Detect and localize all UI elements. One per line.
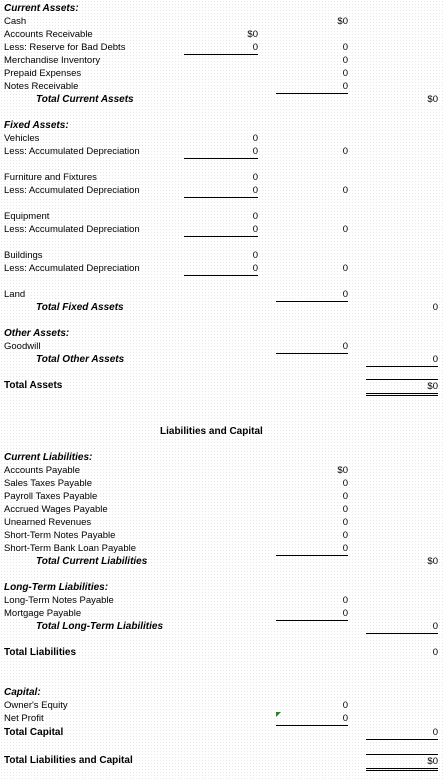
row-accrued-wages-payable	[0, 503, 445, 516]
cell-mortgage-payable-c2[interactable]: 0	[276, 607, 348, 621]
row-liabilities-and-capital	[0, 425, 445, 438]
cell-vehicles-c1[interactable]: 0	[252, 133, 258, 144]
row-notes-receivable	[0, 80, 445, 93]
cell-cash-c2[interactable]: $0	[337, 16, 348, 27]
row-less-accumulated-depreciation	[0, 223, 445, 236]
row-current-assets	[0, 2, 445, 15]
cell-total-assets-c3[interactable]: $0	[366, 379, 438, 396]
row-other-assets	[0, 327, 445, 340]
cell-buildings-c1[interactable]: 0	[252, 250, 258, 261]
row-fixed-assets	[0, 119, 445, 132]
row-unearned-revenues	[0, 516, 445, 529]
cell-furniture-and-fixtures-c1[interactable]: 0	[252, 172, 258, 183]
label-less-accumulated-depreciation[interactable]: Less: Accumulated Depreciation	[4, 263, 140, 274]
cell-sales-taxes-payable-c2[interactable]: 0	[342, 478, 348, 489]
row-capital	[0, 686, 445, 699]
label-mortgage-payable[interactable]: Mortgage Payable	[4, 608, 82, 619]
row-less-reserve-for-bad-debts	[0, 41, 445, 54]
row-total-fixed-assets	[0, 301, 445, 314]
cell-less-accumulated-depreciation-c1[interactable]: 0	[184, 262, 258, 276]
cell-less-accumulated-depreciation-c2[interactable]: 0	[342, 224, 348, 235]
row-cash	[0, 15, 445, 28]
cell-total-other-assets-c3[interactable]: 0	[366, 353, 438, 367]
row-sales-taxes-payable	[0, 477, 445, 490]
label-owner-s-equity[interactable]: Owner's Equity	[4, 700, 68, 711]
cell-owner-s-equity-c2[interactable]: 0	[342, 700, 348, 711]
label-total-assets[interactable]: Total Assets	[4, 380, 63, 391]
row-less-accumulated-depreciation	[0, 145, 445, 158]
label-total-liabilities-and-capital[interactable]: Total Liabilities and Capital	[4, 755, 133, 766]
cell-equipment-c1[interactable]: 0	[252, 211, 258, 222]
row-long-term-liabilities	[0, 581, 445, 594]
cell-total-current-liabilities-c3[interactable]: $0	[427, 556, 438, 567]
label-less-reserve-for-bad-debts[interactable]: Less: Reserve for Bad Debts	[4, 42, 126, 53]
row-mortgage-payable	[0, 607, 445, 620]
label-current-assets[interactable]: Current Assets:	[4, 3, 79, 14]
row-vehicles	[0, 132, 445, 145]
label-cash[interactable]: Cash	[4, 16, 27, 27]
cell-short-term-notes-payable-c2[interactable]: 0	[342, 530, 348, 541]
row-accounts-payable	[0, 464, 445, 477]
label-payroll-taxes-payable[interactable]: Payroll Taxes Payable	[4, 491, 98, 502]
label-unearned-revenues[interactable]: Unearned Revenues	[4, 517, 92, 528]
row-current-liabilities	[0, 451, 445, 464]
cell-prepaid-expenses-c2[interactable]: 0	[342, 68, 348, 79]
cell-merchandise-inventory-c2[interactable]: 0	[342, 55, 348, 66]
row-equipment	[0, 210, 445, 223]
label-prepaid-expenses[interactable]: Prepaid Expenses	[4, 68, 82, 79]
cell-total-current-assets-c3[interactable]: $0	[427, 94, 438, 105]
cell-total-liabilities-and-capital-c3[interactable]: $0	[366, 754, 438, 771]
row-accounts-receivable	[0, 28, 445, 41]
cell-long-term-notes-payable-c2[interactable]: 0	[342, 595, 348, 606]
label-current-liabilities[interactable]: Current Liabilities:	[4, 452, 93, 463]
cell-total-long-term-liabilities-c3[interactable]: 0	[366, 620, 438, 634]
cell-goodwill-c2[interactable]: 0	[276, 340, 348, 354]
row-total-long-term-liabilities	[0, 620, 445, 633]
cell-less-accumulated-depreciation-c2[interactable]: 0	[342, 146, 348, 157]
label-accounts-payable[interactable]: Accounts Payable	[4, 465, 81, 476]
label-less-accumulated-depreciation[interactable]: Less: Accumulated Depreciation	[4, 185, 140, 196]
label-total-fixed-assets[interactable]: Total Fixed Assets	[36, 302, 124, 313]
label-long-term-notes-payable[interactable]: Long-Term Notes Payable	[4, 595, 114, 606]
row-total-liabilities-and-capital	[0, 754, 445, 767]
row-owner-s-equity	[0, 699, 445, 712]
row-goodwill	[0, 340, 445, 353]
label-capital[interactable]: Capital:	[4, 687, 41, 698]
cell-accrued-wages-payable-c2[interactable]: 0	[342, 504, 348, 515]
label-total-current-liabilities[interactable]: Total Current Liabilities	[36, 556, 148, 567]
cell-less-accumulated-depreciation-c2[interactable]: 0	[342, 263, 348, 274]
label-accounts-receivable[interactable]: Accounts Receivable	[4, 29, 93, 40]
cell-accounts-payable-c2[interactable]: $0	[337, 465, 348, 476]
row-total-current-assets	[0, 93, 445, 106]
label-short-term-bank-loan-payable[interactable]: Short-Term Bank Loan Payable	[4, 543, 137, 554]
row-land	[0, 288, 445, 301]
row-payroll-taxes-payable	[0, 490, 445, 503]
label-less-accumulated-depreciation[interactable]: Less: Accumulated Depreciation	[4, 224, 140, 235]
error-indicator-icon[interactable]	[276, 712, 281, 717]
row-short-term-bank-loan-payable	[0, 542, 445, 555]
row-total-other-assets	[0, 353, 445, 366]
row-prepaid-expenses	[0, 67, 445, 80]
cell-payroll-taxes-payable-c2[interactable]: 0	[342, 491, 348, 502]
cell-less-accumulated-depreciation-c1[interactable]: 0	[184, 145, 258, 159]
label-long-term-liabilities[interactable]: Long-Term Liabilities:	[4, 582, 109, 593]
label-total-long-term-liabilities[interactable]: Total Long-Term Liabilities	[36, 621, 164, 632]
cell-total-liabilities-c3[interactable]: 0	[432, 647, 438, 658]
label-merchandise-inventory[interactable]: Merchandise Inventory	[4, 55, 101, 66]
label-total-liabilities[interactable]: Total Liabilities	[4, 647, 77, 658]
row-total-assets	[0, 379, 445, 392]
label-short-term-notes-payable[interactable]: Short-Term Notes Payable	[4, 530, 116, 541]
row-long-term-notes-payable	[0, 594, 445, 607]
cell-accounts-receivable-c1[interactable]: $0	[247, 29, 258, 40]
row-net-profit	[0, 712, 445, 725]
row-buildings	[0, 249, 445, 262]
row-total-liabilities	[0, 646, 445, 659]
cell-notes-receivable-c2[interactable]: 0	[276, 80, 348, 94]
cell-less-reserve-for-bad-debts-c1[interactable]: 0	[184, 41, 258, 55]
cell-less-reserve-for-bad-debts-c2[interactable]: 0	[342, 42, 348, 53]
label-sales-taxes-payable[interactable]: Sales Taxes Payable	[4, 478, 93, 489]
cell-land-c2[interactable]: 0	[276, 288, 348, 302]
cell-net-profit-c2[interactable]: 0	[276, 712, 348, 726]
label-net-profit[interactable]: Net Profit	[4, 713, 44, 724]
label-buildings[interactable]: Buildings	[4, 250, 43, 261]
label-total-current-assets[interactable]: Total Current Assets	[36, 94, 134, 105]
cell-unearned-revenues-c2[interactable]: 0	[342, 517, 348, 528]
row-total-current-liabilities	[0, 555, 445, 568]
label-total-other-assets[interactable]: Total Other Assets	[36, 354, 125, 365]
label-equipment[interactable]: Equipment	[4, 211, 50, 222]
label-less-accumulated-depreciation[interactable]: Less: Accumulated Depreciation	[4, 146, 140, 157]
label-vehicles[interactable]: Vehicles	[4, 133, 40, 144]
cell-less-accumulated-depreciation-c2[interactable]: 0	[342, 185, 348, 196]
label-goodwill[interactable]: Goodwill	[4, 341, 41, 352]
label-total-capital[interactable]: Total Capital	[4, 727, 64, 738]
cell-less-accumulated-depreciation-c1[interactable]: 0	[184, 184, 258, 198]
row-furniture-and-fixtures	[0, 171, 445, 184]
row-short-term-notes-payable	[0, 529, 445, 542]
label-furniture-and-fixtures[interactable]: Furniture and Fixtures	[4, 172, 97, 183]
cell-less-accumulated-depreciation-c1[interactable]: 0	[184, 223, 258, 237]
label-accrued-wages-payable[interactable]: Accrued Wages Payable	[4, 504, 108, 515]
label-liabilities-and-capital[interactable]: Liabilities and Capital	[160, 426, 263, 437]
row-merchandise-inventory	[0, 54, 445, 67]
label-fixed-assets[interactable]: Fixed Assets:	[4, 120, 69, 131]
cell-total-capital-c3[interactable]: 0	[366, 726, 438, 740]
label-land[interactable]: Land	[4, 289, 26, 300]
row-total-capital	[0, 726, 445, 739]
label-notes-receivable[interactable]: Notes Receivable	[4, 81, 79, 92]
cell-short-term-bank-loan-payable-c2[interactable]: 0	[276, 542, 348, 556]
row-less-accumulated-depreciation	[0, 262, 445, 275]
cell-total-fixed-assets-c3[interactable]: 0	[432, 302, 438, 313]
label-other-assets[interactable]: Other Assets:	[4, 328, 70, 339]
row-less-accumulated-depreciation	[0, 184, 445, 197]
